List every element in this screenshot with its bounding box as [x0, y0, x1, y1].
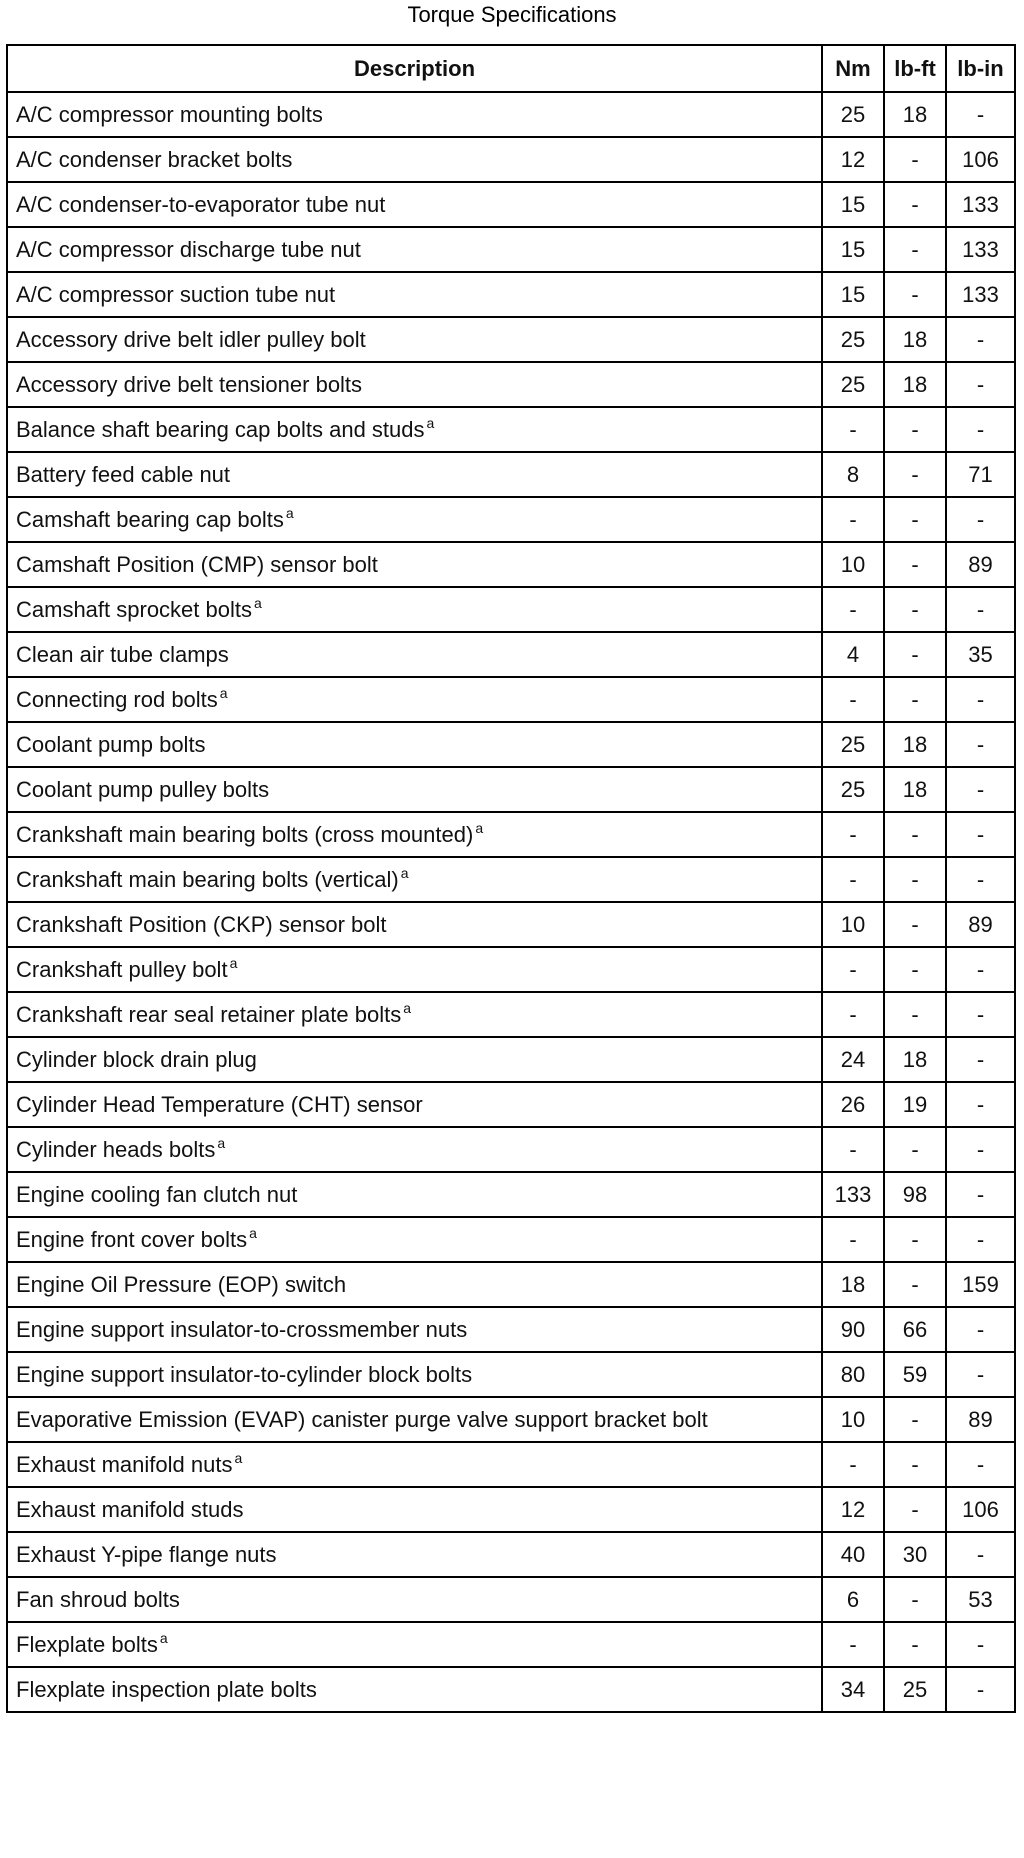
description-cell	[7, 1352, 822, 1397]
lb-in-cell: -	[946, 1622, 1015, 1667]
lb-ft-cell: 25	[884, 1667, 946, 1712]
table-row	[7, 1037, 1015, 1082]
description-cell	[7, 1127, 822, 1172]
table-row	[7, 677, 1015, 722]
lb-ft-cell: -	[884, 1487, 946, 1532]
lb-in-cell: -	[946, 1352, 1015, 1397]
description-text: Crankshaft main bearing bolts (cross mounted)	[16, 821, 474, 847]
table-row	[7, 272, 1015, 317]
description-cell	[7, 1442, 822, 1487]
description-text: A/C compressor suction tube nut	[16, 281, 336, 307]
description-cell	[7, 767, 822, 812]
lb-in-cell: 133	[946, 227, 1015, 272]
lb-ft-cell: 98	[884, 1172, 946, 1217]
footnote-marker: a	[159, 1629, 168, 1646]
table-row	[7, 857, 1015, 902]
description-cell	[7, 857, 822, 902]
lb-ft-cell: -	[884, 1622, 946, 1667]
table-row	[7, 1352, 1015, 1397]
description-cell	[7, 1532, 822, 1577]
lb-in-cell: 106	[946, 137, 1015, 182]
lb-ft-cell: -	[884, 1262, 946, 1307]
description-text: Crankshaft pulley bolt	[16, 956, 228, 982]
column-header-lb-ft: lb-ft	[884, 45, 946, 92]
nm-cell: -	[822, 812, 884, 857]
description-text: Engine support insulator-to-cylinder block bolts	[16, 1361, 473, 1387]
description-cell	[7, 542, 822, 587]
table-row	[7, 317, 1015, 362]
table-row	[7, 1667, 1015, 1712]
description-cell	[7, 1487, 822, 1532]
lb-in-cell: 71	[946, 452, 1015, 497]
lb-in-cell: 89	[946, 542, 1015, 587]
description-cell	[7, 1577, 822, 1622]
description-text: Flexplate bolts	[16, 1631, 158, 1657]
lb-ft-cell: -	[884, 1217, 946, 1262]
lb-in-cell: 106	[946, 1487, 1015, 1532]
lb-in-cell: -	[946, 497, 1015, 542]
description-text: A/C compressor mounting bolts	[16, 101, 323, 127]
description-text: Flexplate inspection plate bolts	[16, 1676, 317, 1702]
lb-ft-cell: -	[884, 497, 946, 542]
lb-ft-cell: -	[884, 137, 946, 182]
lb-ft-cell: -	[884, 902, 946, 947]
lb-ft-cell: -	[884, 182, 946, 227]
table-row	[7, 1442, 1015, 1487]
nm-cell: 8	[822, 452, 884, 497]
footnote-marker: a	[426, 414, 435, 431]
lb-ft-cell: -	[884, 632, 946, 677]
footnote-marker: a	[234, 1449, 243, 1466]
lb-in-cell: -	[946, 677, 1015, 722]
description-text: Exhaust manifold studs	[16, 1496, 244, 1522]
description-text: Exhaust manifold nuts	[16, 1451, 233, 1477]
lb-ft-cell: -	[884, 587, 946, 632]
description-cell	[7, 317, 822, 362]
description-text: A/C compressor discharge tube nut	[16, 236, 361, 262]
description-text: Crankshaft rear seal retainer plate bolts	[16, 1001, 402, 1027]
description-text: Evaporative Emission (EVAP) canister purge valve support bracket bolt	[16, 1406, 708, 1432]
nm-cell: -	[822, 407, 884, 452]
lb-in-cell: -	[946, 1307, 1015, 1352]
lb-in-cell: -	[946, 767, 1015, 812]
table-row	[7, 452, 1015, 497]
table-row	[7, 1532, 1015, 1577]
nm-cell: 6	[822, 1577, 884, 1622]
description-text: Accessory drive belt tensioner bolts	[16, 371, 363, 397]
nm-cell: -	[822, 677, 884, 722]
lb-ft-cell: -	[884, 452, 946, 497]
table-row	[7, 362, 1015, 407]
lb-in-cell: -	[946, 1667, 1015, 1712]
description-cell	[7, 407, 822, 452]
lb-in-cell: -	[946, 1217, 1015, 1262]
table-row	[7, 542, 1015, 587]
description-text: Coolant pump bolts	[16, 731, 206, 757]
description-text: Camshaft bearing cap bolts	[16, 506, 284, 532]
nm-cell: -	[822, 857, 884, 902]
footnote-marker: a	[285, 504, 294, 521]
description-cell	[7, 182, 822, 227]
lb-ft-cell: -	[884, 812, 946, 857]
description-text: Cylinder heads bolts	[16, 1136, 216, 1162]
table-row	[7, 227, 1015, 272]
nm-cell: 25	[822, 362, 884, 407]
description-text: A/C condenser-to-evaporator tube nut	[16, 191, 386, 217]
nm-cell: 10	[822, 902, 884, 947]
description-text: Battery feed cable nut	[16, 461, 231, 487]
lb-ft-cell: 18	[884, 362, 946, 407]
nm-cell: -	[822, 497, 884, 542]
lb-ft-cell: 66	[884, 1307, 946, 1352]
table-row	[7, 182, 1015, 227]
nm-cell: -	[822, 1442, 884, 1487]
nm-cell: 34	[822, 1667, 884, 1712]
lb-in-cell: -	[946, 992, 1015, 1037]
description-text: Cylinder Head Temperature (CHT) sensor	[16, 1091, 423, 1117]
lb-in-cell: -	[946, 362, 1015, 407]
lb-in-cell: -	[946, 1037, 1015, 1082]
description-text: Engine Oil Pressure (EOP) switch	[16, 1271, 347, 1297]
description-cell	[7, 1172, 822, 1217]
table-row	[7, 587, 1015, 632]
description-cell	[7, 452, 822, 497]
nm-cell: 15	[822, 272, 884, 317]
lb-ft-cell: 18	[884, 722, 946, 767]
column-header-lb-in: lb-in	[946, 45, 1015, 92]
description-text: Camshaft Position (CMP) sensor bolt	[16, 551, 378, 577]
torque-spec-table	[6, 44, 1016, 1713]
lb-in-cell: -	[946, 812, 1015, 857]
nm-cell: -	[822, 947, 884, 992]
description-cell	[7, 227, 822, 272]
lb-ft-cell: -	[884, 677, 946, 722]
lb-ft-cell: 30	[884, 1532, 946, 1577]
description-text: Accessory drive belt idler pulley bolt	[16, 326, 366, 352]
lb-ft-cell: -	[884, 857, 946, 902]
table-row	[7, 947, 1015, 992]
description-cell	[7, 902, 822, 947]
table-row	[7, 1577, 1015, 1622]
lb-ft-cell: 18	[884, 317, 946, 362]
lb-ft-cell: -	[884, 407, 946, 452]
nm-cell: -	[822, 1217, 884, 1262]
nm-cell: 15	[822, 227, 884, 272]
table-row	[7, 137, 1015, 182]
lb-ft-cell: -	[884, 542, 946, 587]
nm-cell: 133	[822, 1172, 884, 1217]
nm-cell: -	[822, 992, 884, 1037]
table-row	[7, 1397, 1015, 1442]
table-row	[7, 1172, 1015, 1217]
footnote-marker: a	[253, 594, 262, 611]
table-row	[7, 1487, 1015, 1532]
footnote-marker: a	[249, 1224, 257, 1241]
footnote-marker: a	[229, 954, 238, 971]
description-cell	[7, 1667, 822, 1712]
description-cell	[7, 1037, 822, 1082]
lb-in-cell: -	[946, 722, 1015, 767]
lb-ft-cell: -	[884, 1442, 946, 1487]
table-header-row	[7, 45, 1015, 92]
lb-ft-cell: -	[884, 272, 946, 317]
description-cell	[7, 1217, 822, 1262]
description-text: Engine cooling fan clutch nut	[16, 1181, 298, 1207]
description-cell	[7, 1082, 822, 1127]
description-cell	[7, 632, 822, 677]
lb-ft-cell: 19	[884, 1082, 946, 1127]
description-cell	[7, 497, 822, 542]
description-cell	[7, 92, 822, 137]
nm-cell: 12	[822, 137, 884, 182]
nm-cell: 40	[822, 1532, 884, 1577]
lb-in-cell: 89	[946, 902, 1015, 947]
nm-cell: -	[822, 1127, 884, 1172]
lb-in-cell: -	[946, 407, 1015, 452]
lb-in-cell: -	[946, 1442, 1015, 1487]
lb-ft-cell: -	[884, 1127, 946, 1172]
table-row	[7, 92, 1015, 137]
table-row	[7, 722, 1015, 767]
description-text: Clean air tube clamps	[16, 641, 229, 667]
lb-in-cell: 89	[946, 1397, 1015, 1442]
column-header-description: Description	[7, 45, 822, 92]
lb-in-cell: -	[946, 1127, 1015, 1172]
footnote-marker: a	[400, 864, 409, 881]
description-cell	[7, 992, 822, 1037]
nm-cell: 25	[822, 767, 884, 812]
description-cell	[7, 947, 822, 992]
nm-cell: 4	[822, 632, 884, 677]
description-cell	[7, 587, 822, 632]
lb-in-cell: -	[946, 947, 1015, 992]
table-row	[7, 632, 1015, 677]
lb-in-cell: 133	[946, 272, 1015, 317]
lb-ft-cell: -	[884, 227, 946, 272]
lb-in-cell: -	[946, 92, 1015, 137]
table-row	[7, 1217, 1015, 1262]
footnote-marker: a	[217, 1134, 226, 1151]
description-text: Crankshaft main bearing bolts (vertical)	[16, 866, 399, 892]
table-row	[7, 992, 1015, 1037]
lb-ft-cell: -	[884, 1577, 946, 1622]
lb-in-cell: 133	[946, 182, 1015, 227]
description-text: Connecting rod bolts	[16, 686, 218, 712]
table-row	[7, 902, 1015, 947]
footnote-marker: a	[475, 819, 484, 836]
description-cell	[7, 1397, 822, 1442]
table-row	[7, 1127, 1015, 1172]
nm-cell: 24	[822, 1037, 884, 1082]
nm-cell: 25	[822, 92, 884, 137]
description-cell	[7, 1307, 822, 1352]
lb-in-cell: -	[946, 1532, 1015, 1577]
description-cell	[7, 812, 822, 857]
column-header-nm: Nm	[822, 45, 884, 92]
table-row	[7, 812, 1015, 857]
nm-cell: 26	[822, 1082, 884, 1127]
description-text: Engine support insulator-to-crossmember nuts	[16, 1316, 468, 1342]
description-cell	[7, 722, 822, 767]
nm-cell: -	[822, 587, 884, 632]
lb-ft-cell: 18	[884, 92, 946, 137]
lb-in-cell: 53	[946, 1577, 1015, 1622]
table-caption: Torque Specifications	[407, 2, 617, 27]
lb-ft-cell: 18	[884, 1037, 946, 1082]
description-text: Exhaust Y-pipe flange nuts	[16, 1541, 277, 1567]
description-cell	[7, 362, 822, 407]
nm-cell: 25	[822, 722, 884, 767]
description-text: Camshaft sprocket bolts	[16, 596, 252, 622]
table-body	[7, 92, 1015, 1712]
nm-cell: 80	[822, 1352, 884, 1397]
table-row	[7, 1082, 1015, 1127]
lb-ft-cell: 18	[884, 767, 946, 812]
lb-in-cell: 35	[946, 632, 1015, 677]
footnote-marker: a	[219, 684, 228, 701]
lb-in-cell: -	[946, 1172, 1015, 1217]
table-row	[7, 767, 1015, 812]
footnote-marker: a	[403, 999, 411, 1016]
lb-ft-cell: -	[884, 1397, 946, 1442]
description-text: Cylinder block drain plug	[16, 1046, 257, 1072]
nm-cell: -	[822, 1622, 884, 1667]
lb-ft-cell: -	[884, 947, 946, 992]
table-row	[7, 1622, 1015, 1667]
lb-ft-cell: 59	[884, 1352, 946, 1397]
description-text: Fan shroud bolts	[16, 1586, 180, 1612]
nm-cell: 18	[822, 1262, 884, 1307]
nm-cell: 15	[822, 182, 884, 227]
nm-cell: 10	[822, 542, 884, 587]
table-row	[7, 407, 1015, 452]
nm-cell: 10	[822, 1397, 884, 1442]
nm-cell: 12	[822, 1487, 884, 1532]
lb-in-cell: -	[946, 857, 1015, 902]
description-text: Balance shaft bearing cap bolts and studs	[16, 416, 425, 442]
description-text: Coolant pump pulley bolts	[16, 776, 270, 802]
description-cell	[7, 137, 822, 182]
table-row	[7, 1307, 1015, 1352]
description-text: A/C condenser bracket bolts	[16, 146, 293, 172]
lb-in-cell: 159	[946, 1262, 1015, 1307]
table-row	[7, 1262, 1015, 1307]
description-cell	[7, 272, 822, 317]
description-text: Crankshaft Position (CKP) sensor bolt	[16, 911, 387, 937]
table-row	[7, 497, 1015, 542]
description-cell	[7, 1622, 822, 1667]
description-cell	[7, 1262, 822, 1307]
lb-in-cell: -	[946, 587, 1015, 632]
description-cell	[7, 677, 822, 722]
lb-in-cell: -	[946, 1082, 1015, 1127]
lb-ft-cell: -	[884, 992, 946, 1037]
lb-in-cell: -	[946, 317, 1015, 362]
nm-cell: 90	[822, 1307, 884, 1352]
nm-cell: 25	[822, 317, 884, 362]
description-text: Engine front cover bolts	[16, 1226, 248, 1252]
